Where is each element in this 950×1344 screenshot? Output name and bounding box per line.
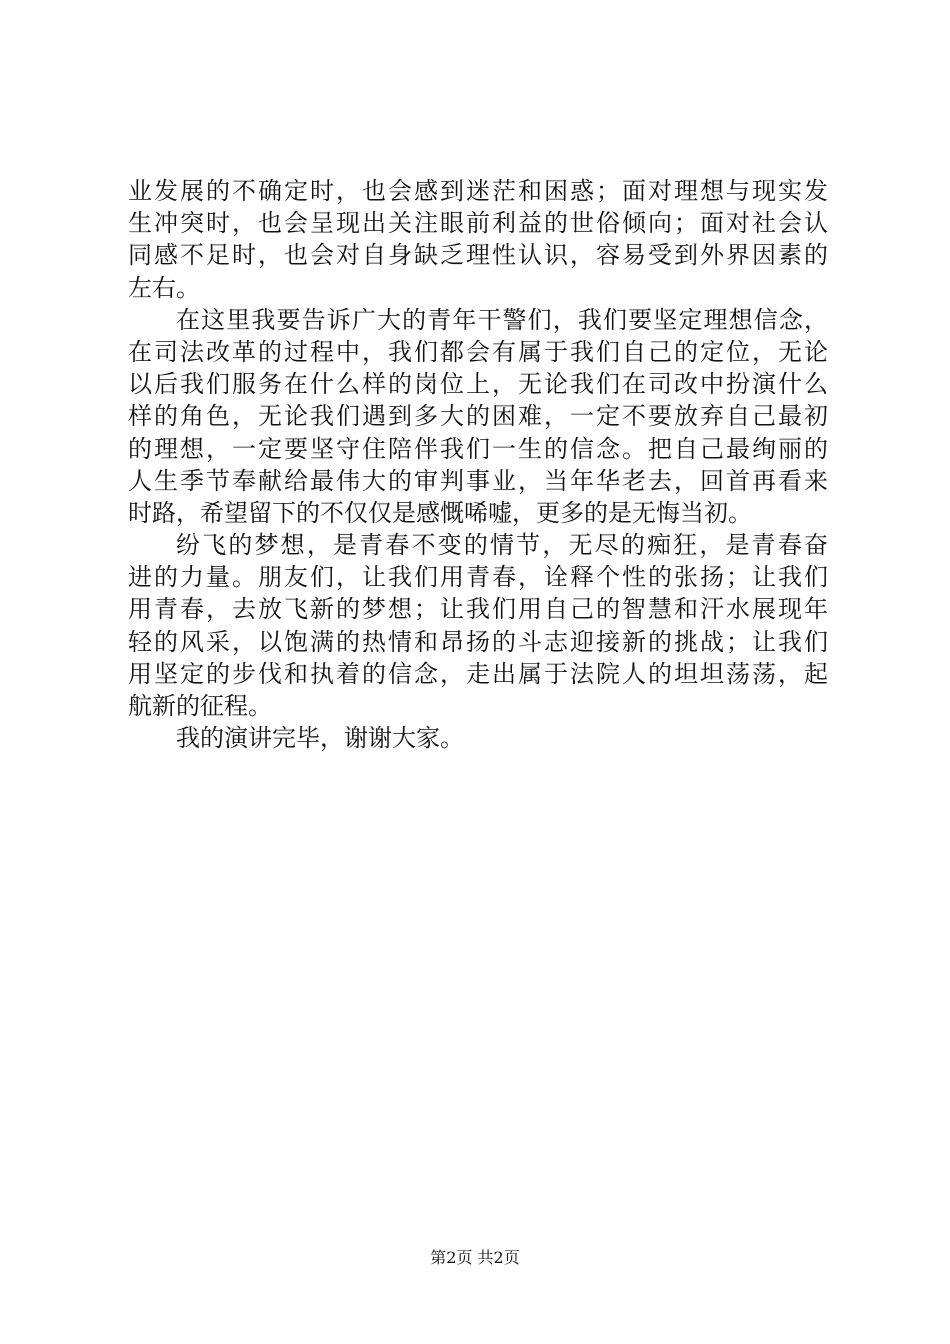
text-line: 航新的征程。 [128,692,272,720]
document-body [128,175,828,754]
text-line: 生冲突时，也会呈现出关注眼前利益的世俗倾向；面对社会认 [128,209,828,238]
text-line: 左右。 [128,273,200,302]
text-line: 轻的风采，以饱满的热情和昂扬的斗志迎接新的挑战；让我们 [128,627,828,656]
page-footer: 第2页 共2页 [430,1248,520,1267]
text-line: 用青春，去放飞新的梦想；让我们用自己的智慧和汗水展现年 [128,595,828,624]
text-line: 用坚定的步伐和执着的信念，走出属于法院人的坦坦荡荡，起 [128,659,828,688]
text-line: 同感不足时，也会对自身缺乏理性认识，容易受到外界因素的 [128,241,828,270]
text-line: 我的演讲完毕，谢谢大家。 [176,724,464,753]
text-line: 进的力量。朋友们，让我们用青春，诠释个性的张扬；让我们 [128,563,828,592]
text-line: 在这里我要告诉广大的青年干警们，我们要坚定理想信念， [176,305,828,334]
text-line: 在司法改革的过程中，我们都会有属于我们自己的定位，无论 [128,337,828,366]
text-line: 纷飞的梦想，是青春不变的情节，无尽的痴狂，是青春奋 [176,531,828,560]
text-line: 样的角色，无论我们遇到多大的困难，一定不要放弃自己最初 [128,402,828,431]
text-line: 人生季节奉献给最伟大的审判事业，当年华老去，回首再看来 [128,466,828,495]
text-line: 时路，希望留下的不仅仅是感慨唏嘘，更多的是无悔当初。 [128,498,752,527]
text-line: 的理想，一定要坚守住陪伴我们一生的信念。把自己最绚丽的 [128,434,828,463]
text-line: 以后我们服务在什么样的岗位上，无论我们在司改中扮演什么 [128,370,828,399]
text-line: 业发展的不确定时，也会感到迷茫和困惑；面对理想与现实发 [128,177,828,205]
